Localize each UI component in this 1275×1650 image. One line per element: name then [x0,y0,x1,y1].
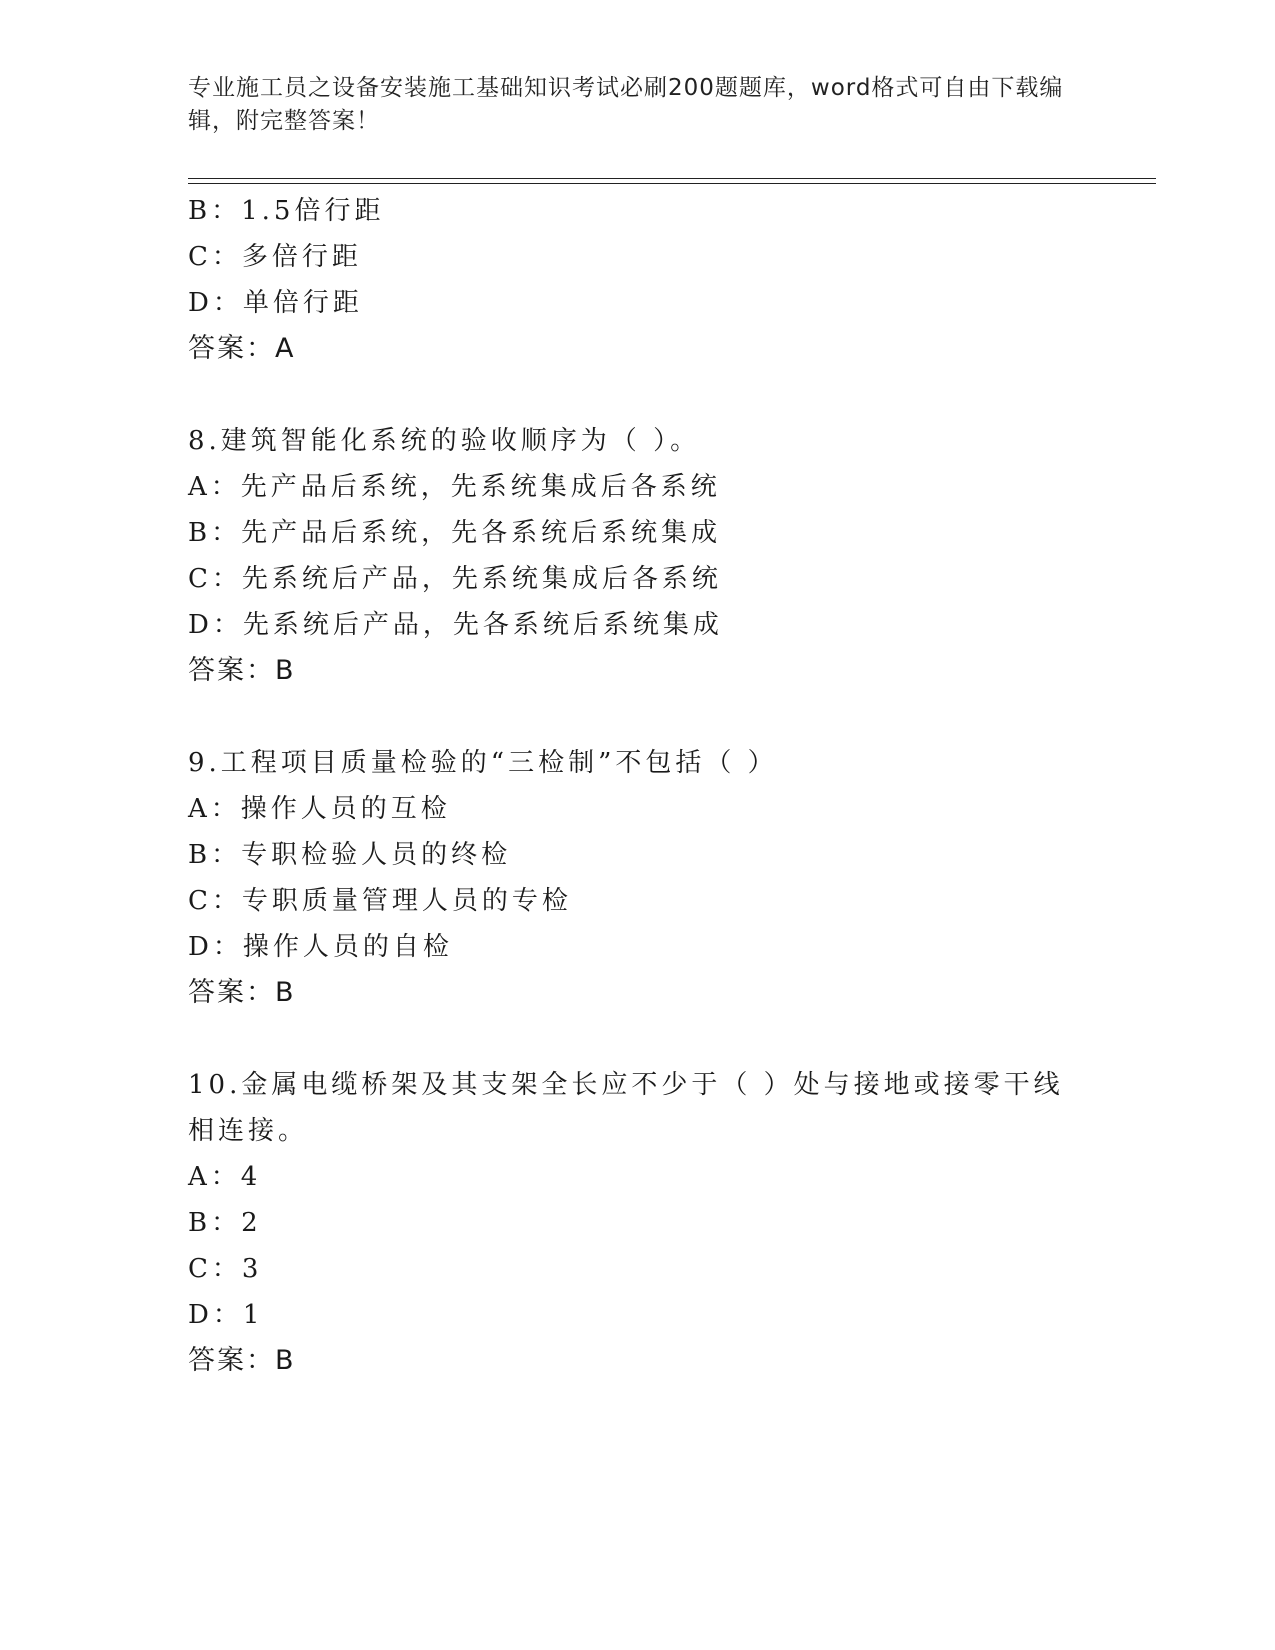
option-a: A：先产品后系统，先系统集成后各系统 [188,472,721,502]
question-stem: 10.金属电缆桥架及其支架全长应不少于（ ）处与接地或接零干线相连接。 [188,1070,1064,1146]
option-d: D：单倍行距 [188,288,363,318]
option-a: A：4 [188,1162,262,1192]
header-rule-bottom [188,183,1156,184]
option-b: B：先产品后系统，先各系统后系统集成 [188,518,722,548]
option-c: C：先系统后产品，先系统集成后各系统 [188,564,722,594]
answer-line: 答案：B [188,1345,296,1376]
question-stem: 8.建筑智能化系统的验收顺序为（ ）。 [188,426,701,456]
question-stem: 9.工程项目质量检验的“三检制”不包括（ ） [188,748,778,778]
option-c: C：3 [188,1254,263,1284]
question-block-10 [188,1062,1088,1384]
header-rule-top [188,178,1156,179]
question-block-8 [188,418,1088,694]
question-block-9 [188,740,1088,1016]
spacer [188,694,1088,740]
option-c: C：多倍行距 [188,242,362,272]
document-header: 专业施工员之设备安装施工基础知识考试必刷200题题库，word格式可自由下载编辑，附完整答案！ [188,75,1064,134]
spacer [188,372,1088,418]
option-d: D：先系统后产品，先各系统后系统集成 [188,610,723,640]
option-b: B：2 [188,1208,262,1238]
question-list [188,188,1088,1384]
spacer [188,1016,1088,1062]
answer-line: 答案：A [188,333,296,364]
option-d: D：操作人员的自检 [188,932,453,962]
answer-line: 答案：B [188,977,296,1008]
option-b: B：专职检验人员的终检 [188,840,512,870]
prev-question-block [188,188,1088,372]
option-d: D：1 [188,1300,264,1330]
answer-line: 答案：B [188,655,296,686]
option-c: C：专职质量管理人员的专检 [188,886,572,916]
option-a: A：操作人员的互检 [188,794,451,824]
option-b: B：1.5倍行距 [188,196,385,226]
